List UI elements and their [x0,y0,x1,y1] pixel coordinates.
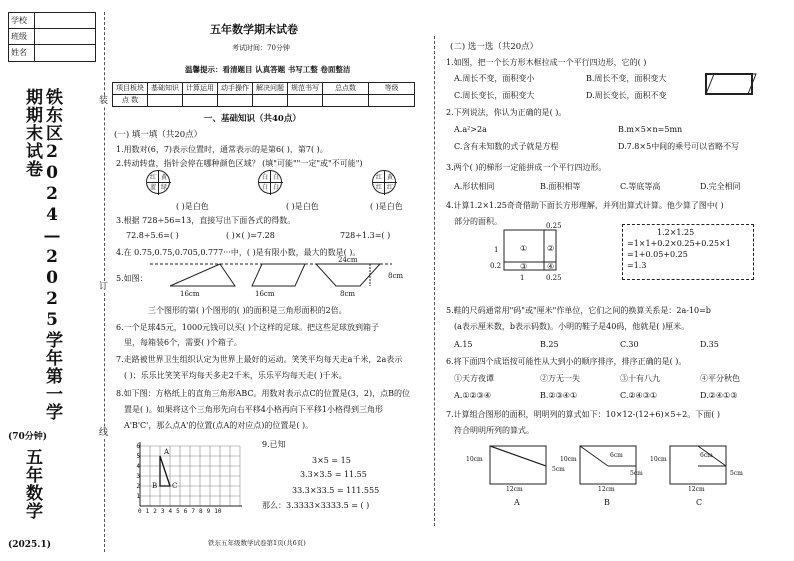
fig-c-label[interactable]: C [696,498,703,507]
q5-len-8-bot: 8cm [340,290,356,298]
fill-q3-a[interactable]: 72.8÷5.6=( ) [126,231,179,240]
wheel2-s1: 白 [273,174,280,181]
calc-line1: 1.2×1.25 [657,228,695,237]
choice-q4b: 部分的面积。 [454,217,502,226]
grid-y3: 3 [136,473,140,480]
fig-c-w: 12cm [688,486,705,493]
score-h2: 计算运用 [183,83,218,95]
choice-q5-d[interactable]: D.35 [700,340,719,349]
grid-x-labels [138,508,221,515]
calc-line2: =1×1+0.2×0.25+0.25×1 [627,239,731,248]
fill-section-title: (一) 填一填（共20点） [114,130,203,140]
choice-q5-c[interactable]: C.30 [620,340,639,349]
fill-q7b: ( )；乐乐比笑笑平均每天多走2千米，乐乐平均每天走( )千米。 [124,371,347,380]
q5-len-24: 24cm [338,256,358,264]
spine-title: 铁东区2024—2025学年第一学期期末试卷 [22,88,62,421]
wheel1-answer[interactable]: ( )是白色 [176,202,209,211]
choice-q2-d[interactable]: D.7.8×5中间的乘号可以省略不写 [618,142,740,151]
q4-region-4: ④ [547,262,555,271]
spine-date: (2025.1) [8,540,51,550]
spinner-wheel-3 [372,170,396,194]
choice-q6-d[interactable]: D.②④①③ [700,391,738,400]
grid-x9: 9 [206,508,211,515]
q4-region-1: ① [520,244,528,253]
q4-label-bot2: 0.25 [546,274,562,282]
fill-q2: 2.转动转盘，指针会停在哪种颜色区域？ (填"可能""一定"或"不可能") [116,159,363,168]
choice-q6-a[interactable]: A.①②③④ [454,391,492,400]
grid-x8: 8 [199,508,203,515]
point-b-label: B [152,482,158,490]
choice-q2-c[interactable]: C.含有未知数的式子就是方程 [454,142,559,151]
wheel2-s0: 白 [262,174,269,181]
spinner-wheel-1 [146,170,170,194]
grid-x4: 4 [168,508,173,515]
wheel3-s2: 红 [376,184,383,191]
choice-q7b: 符合明明所列的算式。 [454,426,534,435]
score-cell[interactable] [253,95,288,107]
choice-q1-d[interactable]: D.周长变长，面积不变 [586,91,667,100]
grid-y1: 1 [136,493,140,500]
fill-q8c: A'B'C'，那么点A'的位置(点A的对应点)的位置是( )。 [124,421,314,430]
student-info-box [8,12,96,62]
q4-label-side1: 1 [494,246,499,254]
score-cell[interactable] [183,95,218,107]
name-label: 姓名 [9,45,35,61]
grid-x6: 6 [183,508,188,515]
score-h3: 动手操作 [218,83,253,95]
spinner-wheel-2 [258,170,282,194]
score-cell[interactable] [323,95,369,107]
grid-x0: 0 [138,508,142,515]
score-cell[interactable] [288,95,323,107]
part1-title: 一、基础知识（共40点） [204,114,301,124]
binding-ding: 订 [99,282,109,292]
grid-y5: 5 [136,453,140,460]
q9-answer[interactable]: 那么：3.3333×3333.5 = ( ) [262,501,370,510]
choice-q1-a[interactable]: A.周长不变，面积变小 [454,74,535,83]
choice-q4: 4.计算1.2×1.25奇奇借助下面长方形理解，并列出算式计算。他少算了图中( ) [446,201,724,210]
q9-line1: 3×5 = 15 [312,456,351,465]
grid-y6: 6 [136,443,140,450]
q4-label-side2: 0.2 [490,262,502,270]
column-divider [434,36,435,526]
choice-q5: 5.鞋的尺码通常用"码"或"厘米"作单位，它们之间的换算关系是：2a-10=b [446,306,711,315]
fig-a-label[interactable]: A [514,498,520,507]
score-h0: 项目板块 [113,83,148,95]
calc-box [622,224,754,280]
q4-label-bot1: 1 [520,274,525,282]
calc-line3: =1+0.05+0.25 [627,250,688,259]
wheel3-answer[interactable]: ( )是白色 [370,202,403,211]
class-label: 班级 [9,29,35,44]
idiom-2: ②万无一失 [540,374,580,383]
score-cell[interactable] [369,95,415,107]
wheel3-s3: 红 [387,184,394,191]
composite-figure-c [666,442,742,490]
fill-q5-text: 三个图形的第( )个图形的( )的面积是三角形面积的2倍。 [148,306,347,315]
page-footer: 铁东五年级数学试卷第1页(共6页) [208,539,306,547]
choice-q6-c[interactable]: C.②④③① [620,391,658,400]
spine-subject: 五年数学 [22,448,42,520]
fill-q1: 1.用数对(6，7)表示位置时，通常表示的是第6( )，第7( )。 [116,145,328,154]
q9-line3: 33.3×33.5 = 111.555 [292,486,380,495]
choice-q3-b[interactable]: B.面积相等 [540,182,581,191]
grid-x1: 1 [145,508,150,515]
choice-q5b: (a表示厘米数，b表示码数)。小明的鞋子是40码，他就是( )厘米。 [454,322,690,331]
wheel1-s2: 蓝 [150,184,157,191]
idiom-3: ③十有八九 [620,374,660,383]
wheel1-s1: 黄 [161,174,168,181]
choice-q1: 1.如图，把一个长方形木框拉成一个平行四边形，它的( ) [446,58,647,67]
wheel3-s1: 黄 [387,174,394,181]
choice-q3-d[interactable]: D.完全相同 [700,182,741,191]
fill-q4: 4.在 0.75,0.75,0.705,0.777···中，( )是有限小数，最大的数是( )。 [116,248,361,257]
fill-q6: 6.一个足球45元，1000元钱可以买( )个这样的足球。把这些足球放到箱子 [116,323,379,332]
fig-b-label[interactable]: B [604,498,610,507]
rectangle-area-figure [490,222,570,282]
fig-b-s: 5cm [630,470,643,477]
choice-q3: 3.两个( )的梯形一定能拼成一个平行四边形。 [446,163,607,172]
fill-q8b: 置是( )。如果将这个三角形先向右平移4小格再向下平移1小格得到三角形 [124,405,383,414]
fill-q9: 9.已知 [262,440,286,449]
choice-q5-a[interactable]: A.15 [454,340,473,349]
fig-a-s: 5cm [552,466,565,473]
point-a-label: A [164,448,170,456]
fig-b-h: 10cm [560,456,577,463]
grid-x7: 7 [191,508,195,515]
wheel2-answer[interactable]: ( )是白色 [286,202,319,211]
choice-q3-a[interactable]: A.形状相同 [454,182,495,191]
frame-figure [700,68,762,102]
q4-label-top: 0.25 [546,222,562,230]
score-row-label: 点 数 [113,95,148,107]
idiom-1: ①天方夜谭 [454,374,494,383]
fill-q6b: 里，每箱装6个，需要( )个箱子。 [124,338,242,347]
choice-section-title: (二) 选一选（共20点） [450,42,539,52]
exam-time: 考试时间：70分钟 [232,44,290,52]
score-cell[interactable] [218,95,253,107]
fig-c-h: 10cm [650,456,667,463]
choice-q6-b[interactable]: B.②③④① [540,391,578,400]
wheel2-s2: 白 [262,184,269,191]
choice-q2: 2.下列说法，你认为正确的是( )。 [446,108,567,117]
wheel3-s0: 红 [376,174,383,181]
choice-q2-b[interactable]: B.m×5×n=5mn [618,125,683,134]
spine-time: (70分钟) [8,432,48,442]
name-field[interactable] [35,45,95,61]
q5-len-8-right: 8cm [388,272,404,280]
fig-c-s: 5cm [730,470,743,477]
fill-q8: 8.如下图：方格纸上的直角三角形ABC。用数对表示点C的位置是(3，2)，点B的位 [116,389,410,398]
score-cell[interactable] [148,95,183,107]
fill-q3: 3.根据 728÷56=13，直接写出下面各式的得数。 [116,216,296,225]
binding-zhuang: 装 [99,96,109,106]
fill-q3-c[interactable]: 728÷1.3=( ) [340,231,391,240]
choice-q7: 7.计算组合图形的面积，明明列的算式如下：10×12-(12+6)×5÷2。下面( ) [446,410,720,419]
grid-y2: 2 [136,483,140,490]
q5-len-16-a: 16cm [180,290,200,298]
fig-b-t: 6cm [610,452,623,459]
choice-q5-b[interactable]: B.25 [540,340,559,349]
school-label: 学校 [9,13,35,28]
grid-x5: 5 [176,508,180,515]
binding-xian: 线 [99,428,109,438]
fill-q7: 7.走路被世界卫生组织认定为世界上最好的运动。笑笑平均每天走a千米，2a表示 [116,355,403,364]
score-table [112,82,415,107]
exam-tip: 温馨提示：看清题目 认真答题 书写工整 卷面整洁 [185,65,351,74]
choice-q6: 6.将下面四个成语按可能性从大到小的顺序排序，排序正确的是( )。 [446,357,687,366]
choice-q1-c[interactable]: C.周长变长，面积变大 [454,91,535,100]
grid-x2: 2 [153,508,157,515]
grid-y4: 4 [136,463,140,470]
grid-y-labels [134,442,140,502]
score-h5: 规范书写 [288,83,323,95]
score-h4: 解决问题 [253,83,288,95]
composite-figure-b [576,442,652,490]
score-h7: 等级 [369,83,415,95]
choice-q2-a[interactable]: A.a²>2a [454,125,487,134]
fig-c-t: 6cm [700,452,713,459]
q4-region-2: ② [547,244,555,253]
wheel1-s0: 红 [150,174,157,181]
fill-q5: 5.如图： [116,274,148,283]
fig-b-w: 12cm [598,486,615,493]
choice-q3-c[interactable]: C.等底等高 [620,182,661,191]
q5-shapes-figure [140,256,410,306]
calc-line4: =1.3 [627,261,647,270]
fig-a-h: 10cm [466,456,483,463]
grid-x3: 3 [160,508,165,515]
wheel1-s3: 绿 [161,184,168,191]
choice-q1-b[interactable]: B.周长不变，面积变大 [586,74,667,83]
school-field[interactable] [35,13,95,28]
score-h1: 基础知识 [148,83,183,95]
score-h6: 总点数 [323,83,369,95]
point-c-label: C [172,482,178,490]
paper-title: 五年数学期末试卷 [210,23,298,36]
q4-region-3: ③ [520,262,528,271]
composite-figure-a [486,442,562,490]
grid-x10: 10 [214,508,222,515]
fill-q3-b[interactable]: ( )×( )=7.28 [226,231,275,240]
class-field[interactable] [35,29,95,44]
q5-len-16-b: 16cm [255,290,275,298]
fig-a-w: 12cm [506,486,523,493]
idiom-4: ④平分秋色 [700,374,740,383]
wheel2-s3: 白 [273,184,280,191]
q9-line2: 3.3×3.5 = 11.55 [300,470,367,479]
